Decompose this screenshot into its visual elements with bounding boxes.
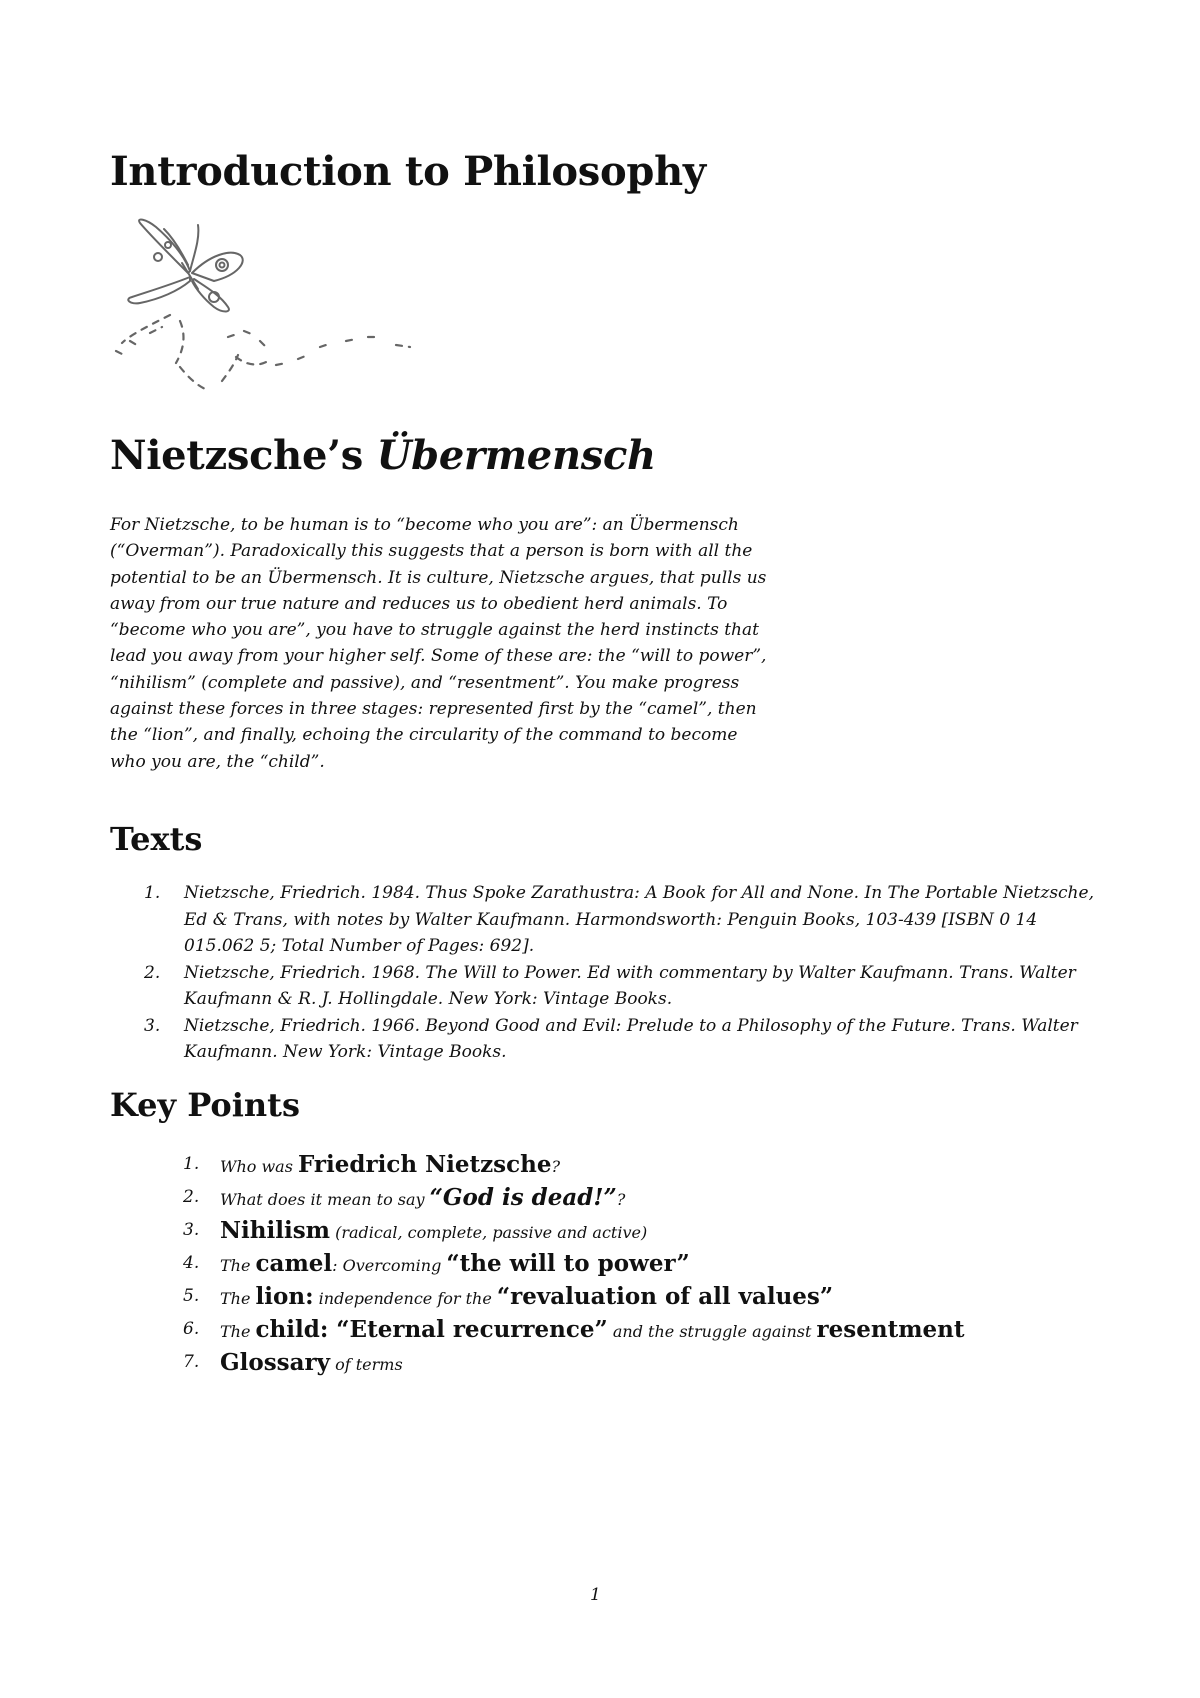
key-point-text: The [220, 1256, 256, 1275]
list-item [140, 960, 1100, 1013]
list-item [180, 1247, 1100, 1280]
list-number: 6. [183, 1319, 200, 1339]
key-point-text: Who was [220, 1157, 298, 1176]
key-point-text: : Overcoming [332, 1256, 447, 1275]
list-item [180, 1181, 1100, 1214]
key-point-text: ? [616, 1190, 626, 1209]
key-point-term: resentment [816, 1316, 965, 1343]
list-item [180, 1214, 1100, 1247]
key-point-text: The [220, 1289, 256, 1308]
page-number: 1 [590, 1585, 601, 1605]
list-item [140, 1013, 1100, 1066]
texts-heading: Texts [110, 820, 203, 858]
key-point-term: “revaluation of all values” [496, 1283, 834, 1310]
list-number: 1. [144, 883, 161, 903]
key-point-text: The [220, 1322, 256, 1341]
list-item [180, 1313, 1100, 1346]
section-heading [110, 432, 656, 479]
key-point-text: of terms [330, 1355, 403, 1374]
key-points-heading: Key Points [110, 1086, 300, 1124]
key-point-term: Nihilism [220, 1217, 330, 1244]
section-heading-emphasis: Übermensch [376, 432, 656, 479]
list-number: 3. [144, 1015, 161, 1036]
list-number: 7. [183, 1352, 200, 1372]
key-point-text: and the struggle against [607, 1322, 817, 1341]
list-number: 3. [183, 1220, 200, 1240]
list-item [180, 1346, 1100, 1379]
texts-list [140, 880, 1100, 1066]
list-number: 5. [183, 1286, 200, 1306]
key-point-text: ? [551, 1157, 561, 1176]
intro-paragraph: For Nietzsche, to be human is to “become who you are”: an Übermensch (“Overman”). Paradoxically this suggests that a person is born with all the potential to be an Übermensch. It is culture, Nietzsche argues, that pulls us away from our true nature and reduces us to obedient herd animals. To “become who you are”, you have to struggle against the herd instincts that lead you away from your higher self. Some of these are: the “will to power”, “nihilism” (complete and passive), and “resentment”. You make progress against these forces in three stages: represented first by the “camel”, then the “lion”, and finally, echoing the circularity of the command to become who you are, the “child”. [110, 515, 767, 772]
key-point-term: lion: [255, 1283, 314, 1310]
key-point-text: What does it mean to say [220, 1190, 430, 1209]
key-point-term: “the will to power” [446, 1250, 690, 1277]
list-item [140, 880, 1100, 960]
key-point-term: child: “Eternal recurrence” [255, 1316, 608, 1343]
key-point-term: Friedrich Nietzsche [298, 1151, 552, 1178]
key-point-term: camel [255, 1250, 333, 1277]
list-number: 4. [183, 1253, 200, 1273]
key-point-term: Glossary [220, 1349, 331, 1376]
key-points-list [180, 1148, 1100, 1379]
key-point-term: “God is dead!” [429, 1184, 617, 1211]
list-number: 2. [144, 962, 161, 983]
list-number: 2. [183, 1187, 200, 1207]
reference-text: Nietzsche, Friedrich. 1968. The Will to Power. Ed with commentary by Walter Kaufmann. Trans. Walter Kaufmann & R. J. Hollingdale. New York: Vintage Books. [184, 962, 1076, 1009]
list-item [180, 1280, 1100, 1313]
list-number: 1. [183, 1154, 200, 1174]
key-point-text: independence for the [313, 1289, 497, 1308]
section-heading-prefix: Nietzsche’s [110, 432, 363, 479]
reference-text: Nietzsche, Friedrich. 1984. Thus Spoke Zarathustra: A Book for All and None. In The Portable Nietzsche, Ed & Trans, with notes by Walter Kaufmann. Harmondsworth: Penguin Books, 103-439 [ISBN 0 14 015.062 5; Total Number of Pages: 692]. [184, 883, 1094, 956]
list-item [180, 1148, 1100, 1181]
butterfly-icon [110, 215, 455, 420]
reference-text: Nietzsche, Friedrich. 1966. Beyond Good and Evil: Prelude to a Philosophy of the Future. Trans. Walter Kaufmann. New York: Vintage Books. [184, 1015, 1078, 1062]
key-point-text: (radical, complete, passive and active) [329, 1223, 648, 1242]
page-title: Introduction to Philosophy [110, 148, 706, 195]
